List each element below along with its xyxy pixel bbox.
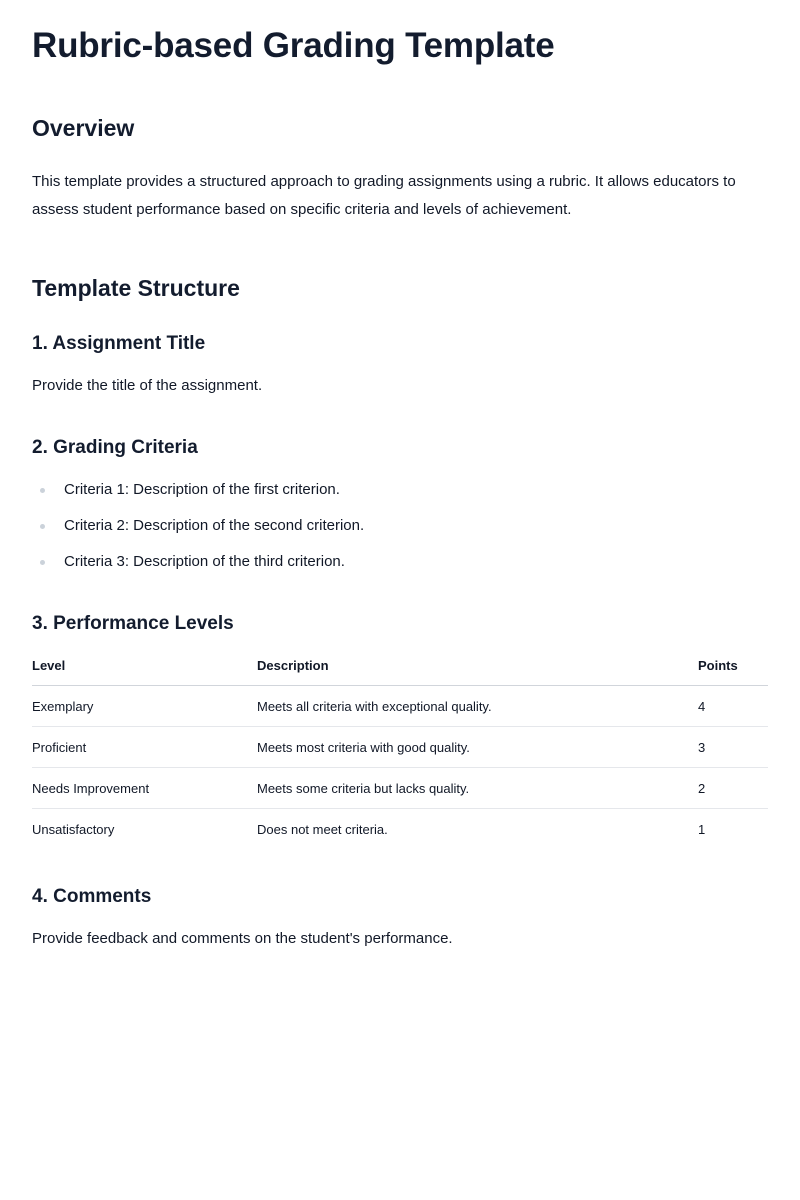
description-cell: Meets all criteria with exceptional quality. bbox=[257, 686, 698, 727]
template-structure-heading: Template Structure bbox=[32, 275, 240, 301]
level-cell: Proficient bbox=[32, 727, 257, 768]
criteria-item bbox=[32, 476, 768, 512]
comments-text: Provide feedback and comments on the student's performance. bbox=[32, 930, 453, 947]
criteria-item-text: Criteria 3: Description of the third criterion. bbox=[64, 553, 345, 570]
performance-levels-heading: 3. Performance Levels bbox=[32, 613, 234, 634]
overview-text: This template provides a structured approach to grading assignments using a rubric. It allows educators to assess student performance based on specific criteria and levels of achievement. bbox=[32, 173, 736, 218]
criteria-item bbox=[32, 548, 768, 584]
performance-levels-table bbox=[32, 645, 768, 849]
column-header-level: Level bbox=[32, 645, 257, 686]
criteria-list bbox=[32, 476, 768, 584]
points-cell: 4 bbox=[698, 686, 768, 727]
level-cell: Needs Improvement bbox=[32, 768, 257, 809]
table-row bbox=[32, 686, 768, 727]
overview-heading: Overview bbox=[32, 115, 135, 141]
points-cell: 1 bbox=[698, 821, 706, 837]
points-cell: 3 bbox=[698, 727, 768, 768]
assignment-title-heading: 1. Assignment Title bbox=[32, 333, 206, 354]
assignment-title-text: Provide the title of the assignment. bbox=[32, 377, 263, 394]
table-header-row bbox=[32, 645, 768, 686]
table-row bbox=[32, 768, 768, 809]
page-title: Rubric-based Grading Template bbox=[32, 26, 555, 65]
level-cell: Unsatisfactory bbox=[32, 821, 115, 837]
table-row bbox=[32, 727, 768, 768]
criteria-item bbox=[32, 512, 768, 548]
description-cell: Meets some criteria but lacks quality. bbox=[257, 768, 698, 809]
comments-heading: 4. Comments bbox=[32, 886, 152, 907]
description-cell: Meets most criteria with good quality. bbox=[257, 727, 698, 768]
bullet-icon bbox=[40, 524, 45, 529]
criteria-item-text: Criteria 2: Description of the second criterion. bbox=[64, 517, 365, 534]
column-header-description: Description bbox=[257, 645, 698, 686]
grading-criteria-heading: 2. Grading Criteria bbox=[32, 437, 198, 458]
bullet-icon bbox=[40, 488, 45, 493]
level-cell: Exemplary bbox=[32, 686, 257, 727]
table-row bbox=[32, 809, 768, 850]
column-header-points: Points bbox=[698, 645, 768, 686]
description-cell: Does not meet criteria. bbox=[257, 821, 388, 837]
criteria-item-text: Criteria 1: Description of the first criterion. bbox=[64, 481, 340, 498]
points-cell: 2 bbox=[698, 768, 768, 809]
bullet-icon bbox=[40, 560, 45, 565]
